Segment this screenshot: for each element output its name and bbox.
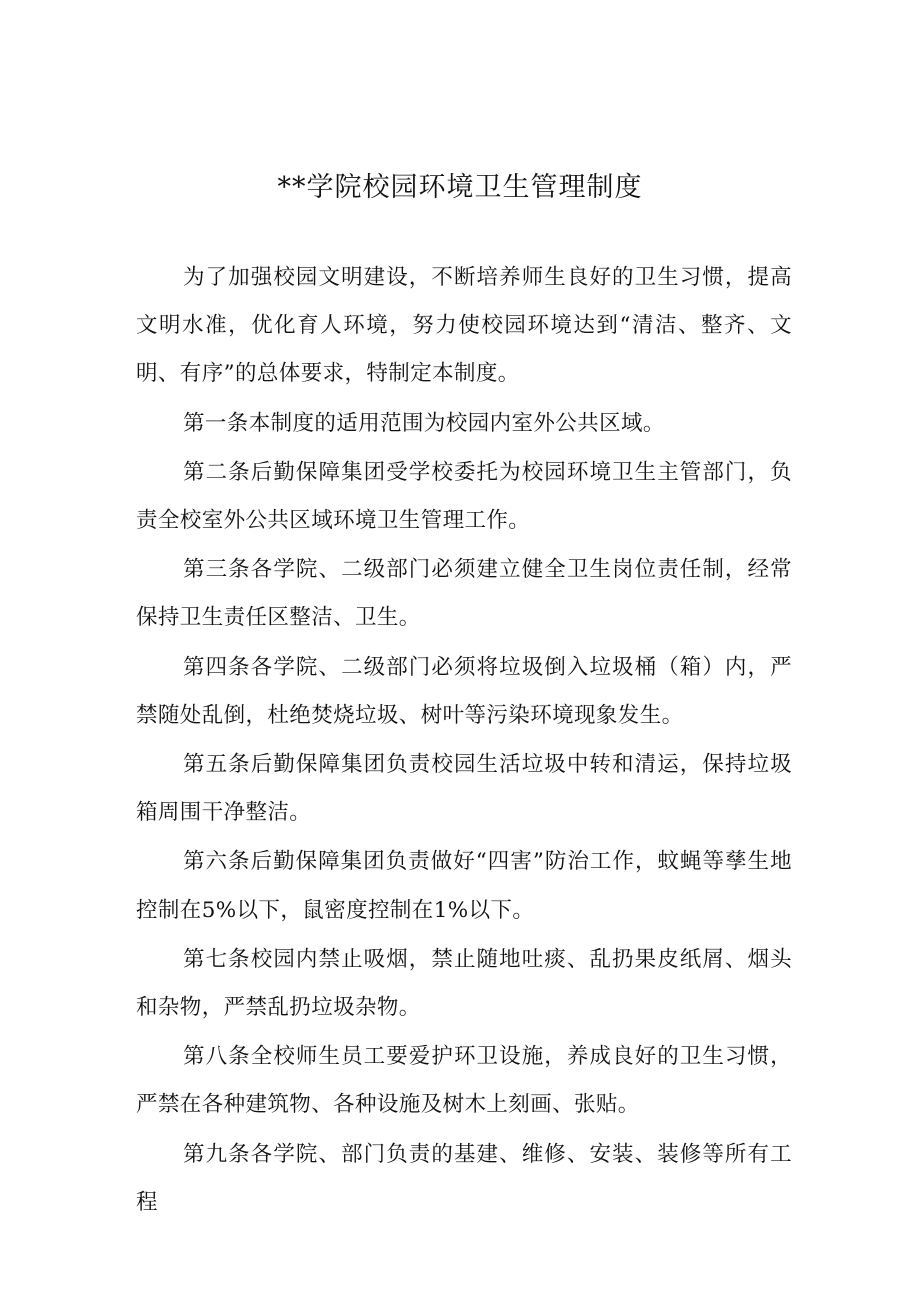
article-2-paragraph: 第二条后勤保障集团受学校委托为校园环境卫生主管部门，负责全校室外公共区域环境卫生管理工作。 [136,459,792,534]
article-3-paragraph: 第三条各学院、二级部门必须建立健全卫生岗位责任制，经常保持卫生责任区整洁、卫生。 [136,557,792,631]
document-title: **学院校园环境卫生管理制度 [277,172,643,203]
article-9-paragraph: 第九条各学院、部门负责的基建、维修、安装、装修等所有工程 [136,1141,792,1215]
article-7-paragraph: 第七条校园内禁止吸烟，禁止随地吐痰、乱扔果皮纸屑、烟头和杂物，严禁乱扔垃圾杂物。 [136,946,792,1021]
intro-paragraph: 为了加强校园文明建设，不断培养师生良好的卫生习惯，提高文明水准，优化育人环境，努力使校园环境达到“清洁、整齐、文明、有序”的总体要求，特制定本制度。 [136,265,792,387]
document-body [136,254,792,1228]
article-6-paragraph: 第六条后勤保障集团负责做好“四害”防治工作，蚊蝇等孳生地控制在5%以下，鼠密度控制在1%以下。 [136,849,792,923]
article-1-paragraph: 第一条本制度的适用范围为校园内室外公共区域。 [183,410,665,436]
article-4-paragraph: 第四条各学院、二级部门必须将垃圾倒入垃圾桶（箱）内，严禁随处乱倒，杜绝焚烧垃圾、树叶等污染环境现象发生。 [136,654,792,728]
article-8-paragraph: 第八条全校师生员工要爱护环卫设施，养成良好的卫生习惯，严禁在各种建筑物、各种设施及树木上刻画、张贴。 [136,1044,792,1118]
article-5-paragraph: 第五条后勤保障集团负责校园生活垃圾中转和清运，保持垃圾箱周围干净整洁。 [136,752,792,826]
